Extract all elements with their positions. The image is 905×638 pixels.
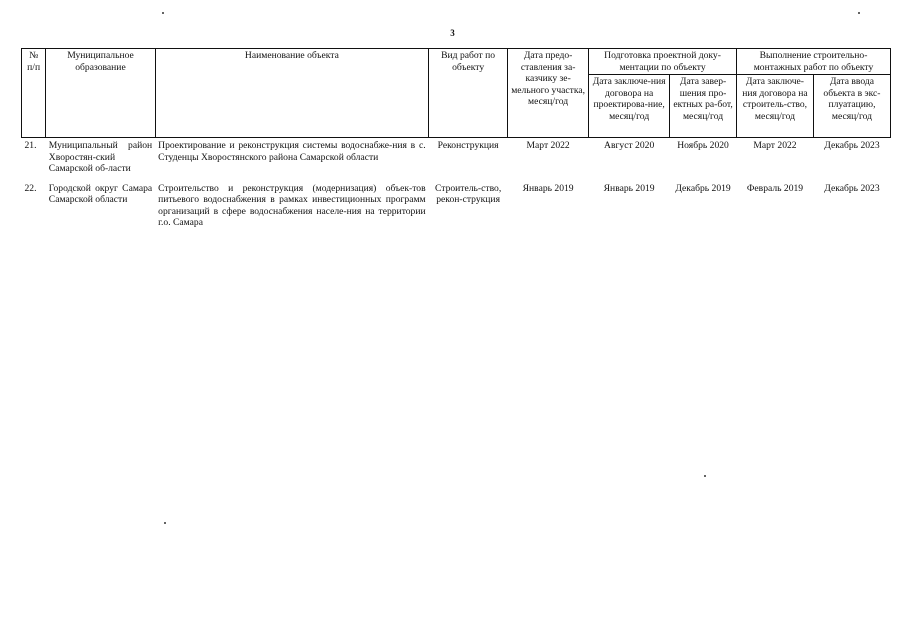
row-design-finish: Декабрь 2019 [675,182,731,194]
row-municipality: Городской округ Самара Самарской области [48,182,153,205]
scan-speck [164,522,166,524]
row-design-contract: Январь 2019 [603,182,655,194]
row-design-contract: Август 2020 [604,140,655,151]
row-num: 22. [24,182,37,194]
header-design-finish: Дата завер-шения про-ектных ра-бот, месяц/год [670,75,737,138]
row-commissioning: Декабрь 2023 [824,140,880,151]
row-construction-contract: Март 2022 [753,140,797,151]
header-commissioning: Дата ввода объекта в экс-плуатацию, месяц/год [813,75,890,138]
table-row [22,181,891,235]
row-work-type: Реконструкция [437,140,499,151]
scan-speck [704,475,706,477]
row-object-name: Проектирование и реконструкция системы водоснабже-ния в с. Студенцы Хворостянского района Самарской области [158,140,426,163]
header-municipality: Муниципальное образование [46,49,155,138]
row-num: 21. [24,140,37,151]
row-construction-contract: Февраль 2019 [746,182,804,194]
row-municipality: Муниципальный район Хворостян-ский Самарской об-ласти [48,140,153,174]
header-object-name: Наименование объекта [155,49,428,138]
row-design-finish: Ноябрь 2020 [677,140,729,151]
header-design-group: Подготовка проектной доку-ментации по объекту [589,49,737,75]
row-commissioning: Декабрь 2023 [824,182,880,194]
row-work-type: Строитель-ство, рекон-струкция [435,182,502,205]
header-num: № п/п [22,49,46,138]
header-construction-contract: Дата заключе-ния договора на строитель-ство, месяц/год [736,75,813,138]
page-number: 3 [450,28,455,38]
scan-speck [162,12,164,14]
header-construction-group: Выполнение строительно-монтажных работ по объекту [736,49,890,75]
header-land-date: Дата предо-ставления за-казчику зе-мельного участка, месяц/год [508,49,589,138]
table-header [22,49,891,138]
row-land-date: Январь 2019 [522,182,574,194]
header-design-contract: Дата заключе-ния договора на проектирова-ние, месяц/год [589,75,670,138]
projects-table [21,48,891,235]
scan-speck [858,12,860,14]
table-row [22,138,891,181]
row-land-date: Март 2022 [526,140,570,151]
header-work-type: Вид работ по объекту [429,49,508,138]
row-object-name: Строительство и реконструкция (модернизация) объек-тов питьевого водоснабжения в рамках инвестиционных программ организаций в сфере водоснабжения населе-ния на территории г.о. Самара [158,182,426,228]
